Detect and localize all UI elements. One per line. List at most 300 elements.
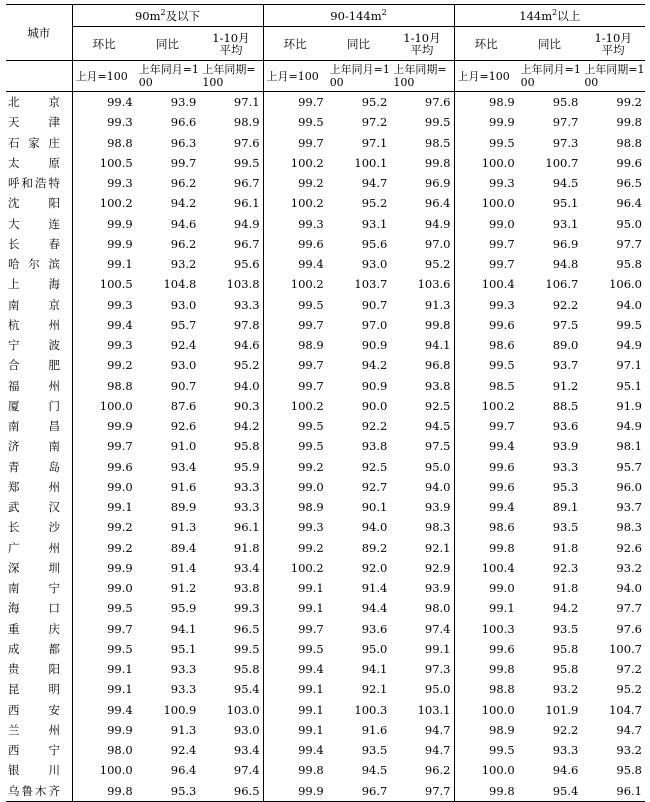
value-cell: 103.1 [390, 700, 454, 720]
value-cell: 99.1 [107, 682, 133, 697]
value-cell: 100.2 [290, 196, 324, 211]
value-cell: 98.9 [489, 95, 515, 110]
value-cell: 100.5 [99, 277, 133, 292]
value-cell: 99.3 [298, 216, 324, 231]
value-cell: 99.6 [107, 459, 133, 474]
value-cell: 92.9 [390, 558, 454, 578]
city-cell [6, 436, 72, 456]
value-cell: 98.5 [390, 133, 454, 153]
sub-header-yoy: 同比 [327, 27, 391, 61]
value-cell: 93.6 [552, 419, 579, 434]
value-cell: 95.7 [170, 317, 197, 332]
value-cell: 99.5 [107, 601, 133, 616]
value-cell: 99.2 [107, 520, 133, 535]
value-cell: 95.9 [199, 457, 263, 477]
value-cell: 91.3 [390, 295, 454, 315]
table-row [6, 355, 645, 375]
value-cell: 100.2 [290, 560, 324, 575]
value-cell: 100.0 [99, 398, 133, 413]
value-cell: 94.4 [361, 601, 388, 616]
city-name: 大连 [8, 216, 60, 231]
value-cell: 99.6 [489, 641, 515, 656]
table-row [6, 457, 645, 477]
city-cell [6, 679, 72, 699]
value-cell: 100.4 [481, 560, 515, 575]
value-cell: 99.1 [298, 722, 324, 737]
base-header-mom: 上月=100 [72, 61, 136, 92]
value-cell: 99.1 [298, 581, 324, 596]
city-cell [6, 517, 72, 537]
value-cell: 99.9 [107, 236, 133, 251]
value-cell: 99.4 [489, 500, 515, 515]
table-row [6, 274, 645, 294]
value-cell: 100.2 [290, 398, 324, 413]
city-cell [6, 639, 72, 659]
table-row [6, 679, 645, 699]
sub-header-yoy: 同比 [136, 27, 200, 61]
value-cell: 99.1 [298, 682, 324, 697]
city-cell [6, 376, 72, 396]
value-cell: 93.3 [170, 662, 197, 677]
city-name: 南宁 [8, 581, 60, 596]
city-cell [6, 659, 72, 679]
value-cell: 99.7 [298, 95, 324, 110]
sub-header-mom: 环比 [72, 27, 136, 61]
value-cell: 99.0 [107, 581, 133, 596]
city-cell [6, 173, 72, 193]
value-cell: 93.1 [552, 216, 579, 231]
value-cell: 95.1 [552, 196, 579, 211]
value-cell: 96.1 [616, 783, 642, 798]
value-cell: 95.6 [199, 254, 263, 274]
city-cell [6, 396, 72, 416]
city-base-blank [6, 61, 72, 92]
city-column-header: 城市 [6, 5, 72, 61]
value-cell: 93.4 [199, 740, 263, 760]
value-cell: 94.2 [199, 416, 263, 436]
value-cell: 95.2 [390, 254, 454, 274]
value-cell: 100.3 [481, 621, 515, 636]
value-cell: 96.5 [199, 619, 263, 639]
value-cell: 98.5 [489, 378, 515, 393]
value-cell: 90.0 [361, 398, 388, 413]
table-row [6, 396, 645, 416]
value-cell: 97.1 [616, 358, 642, 373]
value-cell: 89.1 [552, 500, 579, 515]
value-cell: 98.3 [616, 520, 642, 535]
value-cell: 99.3 [107, 297, 133, 312]
value-cell: 92.4 [170, 338, 197, 353]
value-cell: 93.8 [361, 439, 388, 454]
table-row [6, 558, 645, 578]
city-name: 长沙 [8, 520, 60, 535]
city-name: 北京 [8, 95, 60, 110]
value-cell: 99.4 [107, 95, 133, 110]
value-cell: 94.1 [390, 335, 454, 355]
city-name: 西安 [8, 702, 60, 717]
value-cell: 93.0 [199, 720, 263, 740]
value-cell: 104.8 [163, 277, 197, 292]
table-row [6, 112, 645, 132]
value-cell: 99.4 [107, 317, 133, 332]
table-row [6, 477, 645, 497]
value-cell: 99.2 [107, 358, 133, 373]
city-cell [6, 254, 72, 274]
value-cell: 93.9 [390, 497, 454, 517]
value-cell: 103.7 [354, 277, 388, 292]
value-cell: 94.2 [361, 358, 388, 373]
value-cell: 91.2 [552, 378, 579, 393]
city-cell [6, 112, 72, 132]
value-cell: 97.4 [199, 760, 263, 780]
value-cell: 99.6 [489, 459, 515, 474]
value-cell: 99.5 [298, 641, 324, 656]
value-cell: 99.1 [107, 257, 133, 272]
city-cell [6, 234, 72, 254]
value-cell: 94.7 [390, 720, 454, 740]
value-cell: 95.8 [199, 436, 263, 456]
city-name: 银川 [8, 763, 60, 778]
value-cell: 95.3 [170, 783, 197, 798]
value-cell: 96.1 [199, 517, 263, 537]
value-cell: 98.9 [298, 500, 324, 515]
value-cell: 90.7 [361, 297, 388, 312]
city-cell [6, 457, 72, 477]
value-cell: 97.7 [616, 236, 642, 251]
value-cell: 99.4 [107, 702, 133, 717]
value-cell: 98.0 [107, 743, 133, 758]
value-cell: 96.8 [390, 355, 454, 375]
value-cell: 100.0 [481, 196, 515, 211]
value-cell: 95.4 [199, 679, 263, 699]
city-cell [6, 558, 72, 578]
value-cell: 94.6 [170, 216, 197, 231]
city-name: 广州 [8, 540, 60, 555]
value-cell: 91.3 [170, 520, 197, 535]
value-cell: 99.8 [489, 783, 515, 798]
value-cell: 93.8 [390, 376, 454, 396]
city-cell [6, 355, 72, 375]
value-cell: 91.9 [616, 398, 642, 413]
value-cell: 99.2 [298, 459, 324, 474]
base-header-avg: 上年同期=100 [390, 61, 454, 92]
price-index-table [6, 4, 645, 802]
city-name: 太原 [8, 155, 60, 170]
value-cell: 90.3 [199, 396, 263, 416]
value-cell: 98.8 [616, 135, 642, 150]
city-name: 福州 [8, 378, 60, 393]
value-cell: 90.1 [361, 500, 388, 515]
table-row [6, 214, 645, 234]
table-row [6, 376, 645, 396]
value-cell: 95.0 [390, 679, 454, 699]
value-cell: 99.9 [107, 722, 133, 737]
value-cell: 99.9 [298, 783, 324, 798]
value-cell: 99.0 [298, 479, 324, 494]
value-cell: 94.9 [390, 214, 454, 234]
value-cell: 97.0 [361, 317, 388, 332]
value-cell: 99.8 [390, 153, 454, 173]
value-cell: 94.9 [199, 214, 263, 234]
value-cell: 100.2 [481, 398, 515, 413]
value-cell: 93.5 [552, 520, 579, 535]
city-cell [6, 295, 72, 315]
base-header-yoy: 上年同月=100 [327, 61, 391, 92]
value-cell: 99.7 [298, 135, 324, 150]
table-row [6, 133, 645, 153]
city-name: 南昌 [8, 419, 60, 434]
value-cell: 106.7 [545, 277, 579, 292]
value-cell: 95.8 [552, 662, 579, 677]
value-cell: 94.1 [361, 662, 388, 677]
value-cell: 99.3 [107, 176, 133, 191]
value-cell: 95.2 [199, 355, 263, 375]
city-cell [6, 598, 72, 618]
value-cell: 96.7 [199, 234, 263, 254]
table-row [6, 760, 645, 780]
value-cell: 92.6 [170, 419, 197, 434]
value-cell: 92.0 [361, 560, 388, 575]
city-name: 哈尔滨 [8, 257, 60, 272]
value-cell: 100.0 [481, 763, 515, 778]
value-cell: 104.7 [609, 702, 642, 717]
value-cell: 99.1 [107, 662, 133, 677]
value-cell: 93.1 [361, 216, 388, 231]
value-cell: 98.9 [298, 338, 324, 353]
value-cell: 99.5 [298, 115, 324, 130]
city-name: 兰州 [8, 722, 60, 737]
value-cell: 93.2 [552, 682, 579, 697]
value-cell: 94.2 [170, 196, 197, 211]
value-cell: 98.8 [107, 135, 133, 150]
value-cell: 103.6 [390, 274, 454, 294]
value-cell: 92.7 [361, 479, 388, 494]
base-header-yoy: 上年同月=100 [518, 61, 582, 92]
value-cell: 97.1 [361, 135, 388, 150]
value-cell: 99.8 [616, 115, 642, 130]
value-cell: 98.1 [616, 439, 642, 454]
city-name: 厦门 [8, 398, 60, 413]
value-cell: 95.0 [616, 216, 642, 231]
value-cell: 97.2 [361, 115, 388, 130]
value-cell: 100.5 [99, 155, 133, 170]
city-name: 海口 [8, 601, 60, 616]
value-cell: 92.1 [390, 538, 454, 558]
value-cell: 97.2 [616, 662, 642, 677]
value-cell: 96.2 [170, 236, 197, 251]
table-row [6, 416, 645, 436]
sub-header-row [6, 27, 645, 61]
group-header-medium: $90-144m^2$ [263, 5, 454, 27]
value-cell: 91.3 [170, 722, 197, 737]
value-cell: 99.3 [199, 598, 263, 618]
value-cell: 99.6 [298, 236, 324, 251]
value-cell: 93.3 [552, 743, 579, 758]
value-cell: 99.5 [298, 439, 324, 454]
value-cell: 98.8 [489, 682, 515, 697]
value-cell: 87.6 [170, 398, 197, 413]
value-cell: 99.7 [298, 317, 324, 332]
value-cell: 97.4 [390, 619, 454, 639]
value-cell: 99.8 [489, 662, 515, 677]
city-name: 天津 [8, 115, 60, 130]
value-cell: 90.7 [170, 378, 197, 393]
city-cell [6, 760, 72, 780]
value-cell: 99.5 [199, 639, 263, 659]
value-cell: 98.0 [390, 598, 454, 618]
base-header-avg: 上年同期=100 [581, 61, 645, 92]
value-cell: 99.1 [489, 601, 515, 616]
value-cell: 98.3 [390, 517, 454, 537]
value-cell: 94.8 [552, 257, 579, 272]
value-cell: 99.7 [107, 621, 133, 636]
value-cell: 97.8 [199, 315, 263, 335]
base-header-mom: 上月=100 [454, 61, 518, 92]
table-header [6, 5, 645, 92]
value-cell: 91.8 [552, 540, 579, 555]
value-cell: 99.4 [298, 662, 324, 677]
value-cell: 100.2 [290, 277, 324, 292]
value-cell: 92.4 [170, 743, 197, 758]
value-cell: 95.4 [552, 783, 579, 798]
value-cell: 99.8 [107, 783, 133, 798]
value-cell: 99.5 [298, 297, 324, 312]
value-cell: 93.4 [170, 459, 197, 474]
value-cell: 99.5 [199, 153, 263, 173]
value-cell: 97.5 [390, 436, 454, 456]
value-cell: 99.9 [107, 560, 133, 575]
value-cell: 99.7 [170, 155, 197, 170]
value-cell: 96.4 [170, 763, 197, 778]
value-cell: 89.2 [361, 540, 388, 555]
value-cell: 100.0 [481, 155, 515, 170]
value-cell: 99.7 [298, 358, 324, 373]
value-cell: 96.7 [199, 173, 263, 193]
value-cell: 94.7 [361, 176, 388, 191]
city-cell [6, 700, 72, 720]
value-cell: 97.5 [552, 317, 579, 332]
city-cell [6, 92, 72, 113]
value-cell: 99.2 [298, 176, 324, 191]
price-index-table-container [6, 4, 645, 802]
city-cell [6, 193, 72, 213]
value-cell: 99.3 [107, 115, 133, 130]
value-cell: 95.0 [361, 641, 388, 656]
value-cell: 92.2 [361, 419, 388, 434]
value-cell: 92.2 [552, 722, 579, 737]
city-name: 昆明 [8, 682, 60, 697]
table-row [6, 153, 645, 173]
value-cell: 94.9 [616, 419, 642, 434]
value-cell: 100.4 [481, 277, 515, 292]
value-cell: 98.8 [107, 378, 133, 393]
table-row [6, 740, 645, 760]
table-row [6, 639, 645, 659]
sub-header-avg: 1-10月平均 [581, 27, 645, 61]
value-cell: 99.0 [489, 216, 515, 231]
value-cell: 93.9 [552, 439, 579, 454]
value-cell: 95.6 [361, 236, 388, 251]
city-cell [6, 619, 72, 639]
value-cell: 99.3 [489, 297, 515, 312]
value-cell: 99.7 [298, 378, 324, 393]
value-cell: 91.0 [170, 439, 197, 454]
value-cell: 93.2 [616, 560, 642, 575]
city-name: 乌鲁木齐 [8, 783, 60, 798]
table-row [6, 578, 645, 598]
table-row [6, 659, 645, 679]
value-cell: 100.9 [163, 702, 197, 717]
value-cell: 94.6 [199, 335, 263, 355]
value-cell: 91.6 [361, 722, 388, 737]
value-cell: 95.9 [170, 601, 197, 616]
value-cell: 95.2 [616, 682, 642, 697]
table-row [6, 781, 645, 802]
value-cell: 95.1 [616, 378, 642, 393]
city-name: 沈阳 [8, 196, 60, 211]
value-cell: 99.2 [616, 95, 642, 110]
value-cell: 94.0 [390, 477, 454, 497]
value-cell: 100.0 [481, 702, 515, 717]
value-cell: 99.5 [489, 358, 515, 373]
value-cell: 94.5 [361, 763, 388, 778]
value-cell: 99.5 [489, 743, 515, 758]
value-cell: 89.0 [552, 338, 579, 353]
sub-header-mom: 环比 [263, 27, 327, 61]
city-name: 郑州 [8, 479, 60, 494]
value-cell: 92.3 [552, 560, 579, 575]
table-row [6, 254, 645, 274]
value-cell: 90.9 [361, 378, 388, 393]
city-name: 南京 [8, 297, 60, 312]
value-cell: 97.6 [390, 92, 454, 113]
table-row [6, 173, 645, 193]
city-cell [6, 578, 72, 598]
value-cell: 93.0 [170, 297, 197, 312]
value-cell: 93.2 [616, 743, 642, 758]
city-name: 呼和浩特 [8, 176, 60, 191]
value-cell: 96.9 [390, 173, 454, 193]
value-cell: 91.8 [552, 581, 579, 596]
value-cell: 99.4 [489, 439, 515, 454]
city-name: 宁波 [8, 338, 60, 353]
value-cell: 94.7 [390, 740, 454, 760]
city-cell [6, 740, 72, 760]
value-cell: 99.0 [489, 581, 515, 596]
city-cell [6, 315, 72, 335]
city-cell [6, 214, 72, 234]
city-cell [6, 477, 72, 497]
value-cell: 99.1 [107, 500, 133, 515]
value-cell: 100.2 [290, 155, 324, 170]
city-name: 青岛 [8, 459, 60, 474]
value-cell: 99.8 [390, 315, 454, 335]
value-cell: 95.0 [390, 457, 454, 477]
table-row [6, 92, 645, 113]
table-row [6, 619, 645, 639]
value-cell: 96.1 [199, 193, 263, 213]
value-cell: 92.1 [361, 682, 388, 697]
value-cell: 95.8 [552, 641, 579, 656]
table-row [6, 193, 645, 213]
value-cell: 93.9 [170, 95, 197, 110]
sub-header-mom: 环比 [454, 27, 518, 61]
value-cell: 99.7 [107, 439, 133, 454]
table-row [6, 234, 645, 254]
value-cell: 92.6 [616, 540, 642, 555]
sub-header-yoy: 同比 [518, 27, 582, 61]
city-cell [6, 153, 72, 173]
